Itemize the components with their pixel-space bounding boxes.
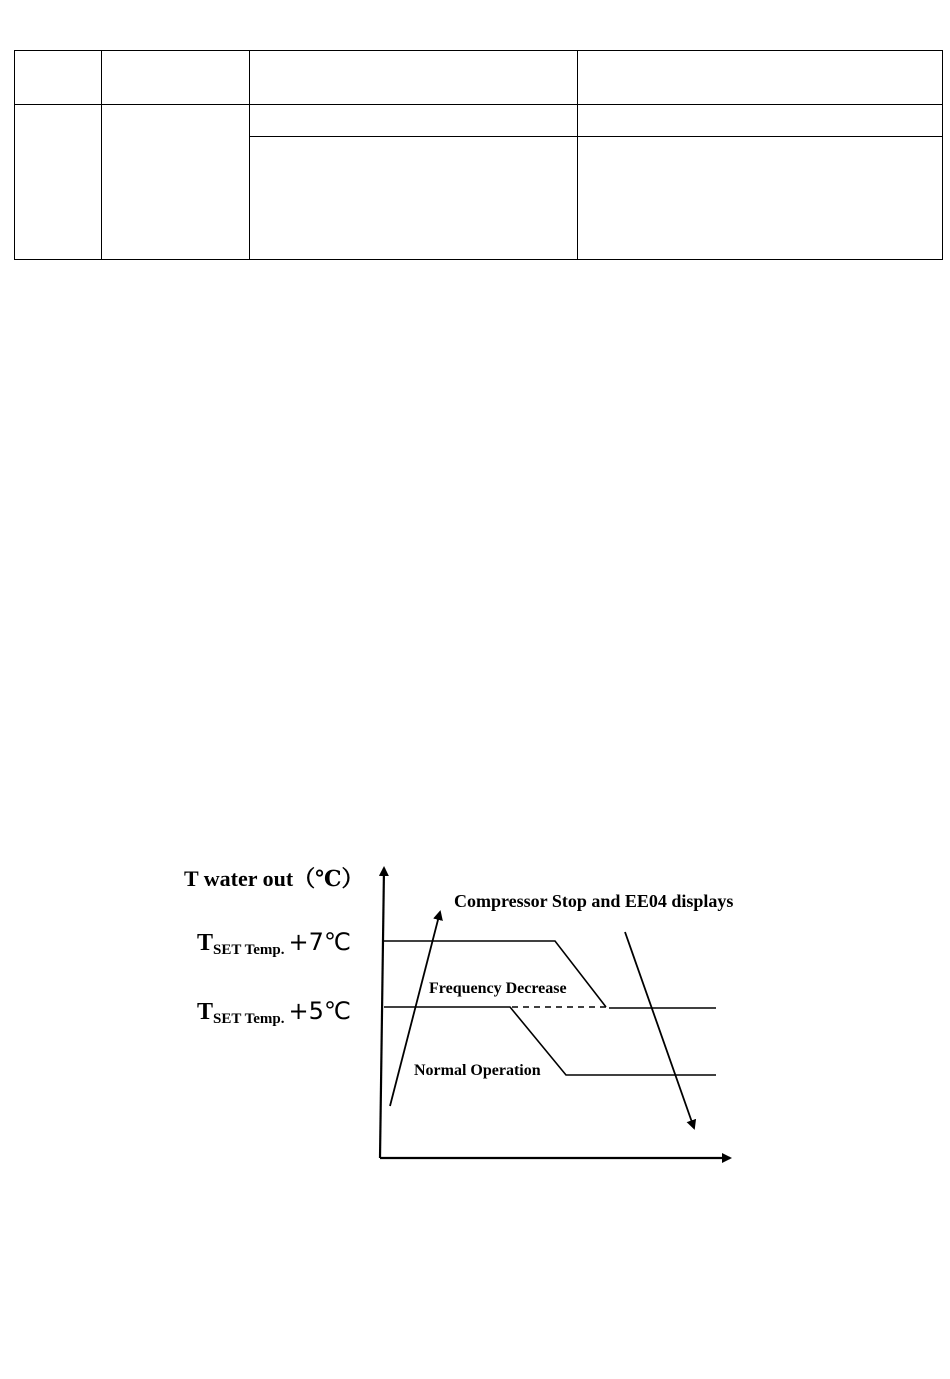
- stop-annotation: Compressor Stop and EE04 displays: [454, 891, 734, 911]
- freq-decrease-annotation: Frequency Decrease: [429, 980, 567, 997]
- svg-text:TSET Temp.+5℃: [197, 997, 351, 1027]
- level-offset: +5℃: [288, 997, 351, 1025]
- level-prefix: T: [197, 930, 214, 956]
- falling-arrow: [625, 932, 694, 1128]
- level-prefix: T: [197, 999, 214, 1025]
- level-label-plus7: [197, 928, 351, 958]
- y-axis: [380, 868, 384, 1158]
- svg-text:TSET Temp.+7℃: [197, 928, 351, 958]
- level-offset: +7℃: [288, 928, 351, 956]
- level-subscript: SET Temp.: [213, 1011, 285, 1027]
- y-axis-label: T water out（℃）: [184, 866, 364, 891]
- normal-operation-annotation: Normal Operation: [414, 1062, 541, 1079]
- level-label-plus5: [197, 997, 351, 1027]
- level-subscript: SET Temp.: [213, 942, 285, 958]
